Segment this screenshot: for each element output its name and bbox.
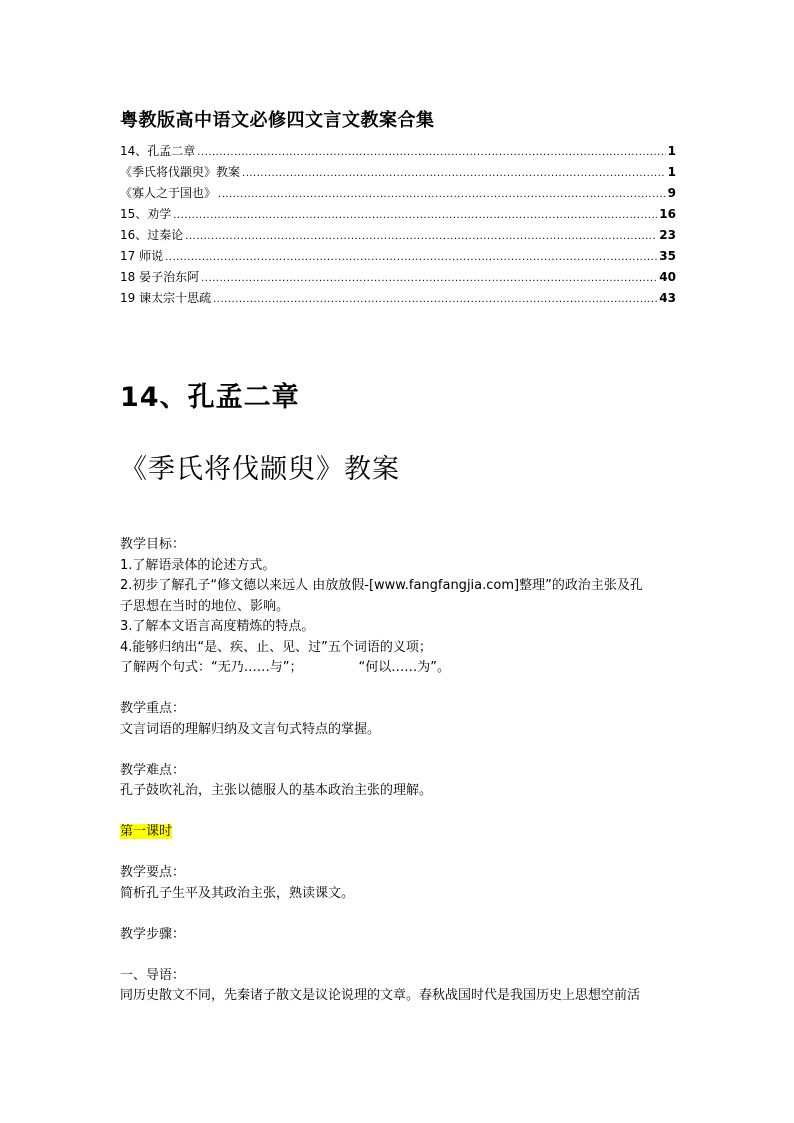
toc-entry-label: 15、劝学 — [120, 207, 172, 221]
toc-entry[interactable] — [120, 288, 676, 309]
toc-leader — [201, 267, 657, 289]
toc-entry-page: 35 — [659, 249, 676, 263]
objective-item: 1.了解语录体的论述方式。 — [120, 557, 276, 573]
key-points-text: 文言词语的理解归纳及文言句式特点的掌握。 — [120, 721, 381, 737]
toc-leader — [165, 246, 657, 268]
intro-text: 同历史散文不同，先秦诸子散文是议论说理的文章。春秋战国时代是我国历史上思想空前活 — [120, 988, 641, 1003]
patterns-second: “何以……为”。 — [358, 660, 450, 675]
toc-entry-label: 18 晏子治东阿 — [120, 270, 200, 284]
table-of-contents — [120, 141, 676, 309]
document-title: 粤教版高中语文必修四文言文教案合集 — [120, 110, 435, 131]
objective-item: 4.能够归纳出“是、疾、止、见、过”五个词语的义项； — [120, 639, 432, 655]
lesson-marker — [120, 822, 680, 843]
objective-item: 2.初步了解孔子“修文德以来远人 由放放假-[www.fangfangjia.com]整理”的政治主张及孔 — [120, 578, 643, 593]
toc-leader — [185, 225, 657, 247]
toc-entry-label: 17 师说 — [120, 249, 164, 263]
toc-entry[interactable] — [120, 183, 676, 204]
sentence-patterns — [120, 658, 680, 679]
toc-entry-page: 9 — [667, 186, 676, 200]
toc-entry[interactable] — [120, 225, 676, 246]
toc-entry-page: 43 — [659, 291, 676, 305]
toc-leader — [218, 183, 666, 205]
toc-entry-label: 16、过秦论 — [120, 228, 184, 242]
toc-entry[interactable] — [120, 162, 676, 183]
toc-entry-page: 40 — [659, 270, 676, 284]
difficulties-label: 教学难点： — [120, 762, 186, 778]
toc-entry-page: 1 — [667, 144, 676, 158]
objective-item: 3.了解本文语言高度精炼的特点。 — [120, 619, 315, 634]
toc-entry-label: 14、孔孟二章 — [120, 144, 196, 158]
intro-label: 一、导语： — [120, 967, 186, 983]
toc-entry-page: 23 — [659, 228, 676, 242]
difficulties-text: 孔子鼓吹礼治，主张以德服人的基本政治主张的理解。 — [120, 783, 433, 798]
essentials-text: 简析孔子生平及其政治主张，熟读课文。 — [120, 885, 355, 901]
lesson-body — [120, 535, 680, 1007]
toc-leader — [197, 141, 665, 163]
lesson-heading: 《季氏将伐颛臾》教案 — [120, 454, 400, 485]
steps-label: 教学步骤： — [120, 926, 186, 942]
toc-entry-page: 1 — [667, 165, 676, 179]
toc-entry[interactable] — [120, 246, 676, 267]
toc-entry-page: 16 — [659, 207, 676, 221]
toc-leader — [173, 204, 657, 226]
toc-entry[interactable] — [120, 204, 676, 225]
toc-entry-label: 19 谏太宗十思疏 — [120, 291, 212, 305]
objective-item: 子思想在当时的地位、影响。 — [120, 598, 290, 614]
toc-leader — [242, 162, 666, 184]
highlighted-lesson: 第一课时 — [120, 824, 173, 839]
toc-entry-label: 《季氏将伐颛臾》教案 — [120, 165, 241, 179]
toc-entry-label: 《寡人之于国也》 — [120, 186, 217, 200]
toc-entry[interactable] — [120, 141, 676, 162]
toc-entry[interactable] — [120, 267, 676, 288]
chapter-heading: 14、孔孟二章 — [120, 382, 300, 413]
patterns-first: 了解两个句式：“无乃……与”； — [120, 660, 303, 675]
key-points-label: 教学重点： — [120, 701, 186, 716]
objectives-label: 教学目标： — [120, 537, 186, 552]
essentials-label: 教学要点： — [120, 865, 186, 880]
toc-leader — [213, 288, 657, 310]
